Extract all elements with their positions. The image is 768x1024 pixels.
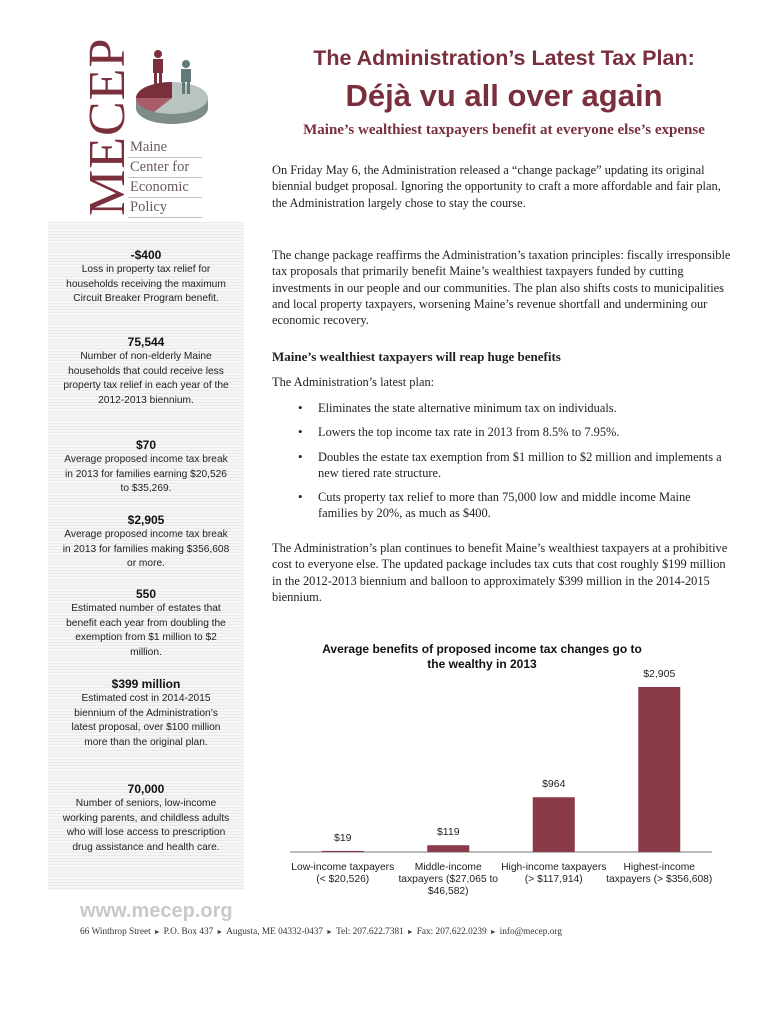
chart-data-label: $19: [333, 831, 352, 844]
stat-value: 70,000: [127, 782, 165, 796]
chart-title: Average benefits of proposed income tax changes go to the wealthy in 2013: [322, 642, 642, 671]
sidebar-stats: [48, 222, 244, 890]
list-item: • Cuts property tax relief to more than 75,000 low and middle income Maine families by 20%, as much as $400.: [272, 489, 732, 522]
chart-bar: [427, 845, 469, 852]
chart-category-label: High-income taxpayers (> $117,914): [501, 862, 607, 885]
page-title-main: Déjà vu all over again: [345, 78, 663, 113]
section-heading: Maine’s wealthiest taxpayers will reap huge benefits: [272, 349, 561, 364]
footer-address: [80, 927, 562, 937]
stat-value: 550: [135, 587, 157, 601]
stat-item: [48, 335, 244, 408]
stat-value: $399 million: [111, 677, 181, 691]
address-email[interactable]: info@mecep.org: [499, 927, 562, 937]
stat-description: Estimated number of estates that benefit each year from doubling the exemption from $1 million to $2 million.: [66, 603, 226, 658]
chart-bar: [533, 797, 575, 852]
chart-category-label: Low-income taxpayers (< $20,526): [291, 862, 395, 885]
stat-item: [48, 438, 244, 497]
chart-category-label: Highest-income taxpayers (> $356,608): [606, 862, 713, 885]
logo-acronym: MECEP: [79, 37, 136, 216]
stat-description: Number of non-elderly Maine households that could receive less property tax relief in each year of the 2012-2013 biennium.: [63, 351, 229, 406]
logo-name-line: Center for: [128, 158, 202, 178]
stat-description: Average proposed income tax break in 2013 for families making $356,608 or more.: [62, 529, 230, 569]
logo-name: [128, 138, 202, 218]
chart-data-label: $119: [436, 826, 460, 839]
page-title: The Administration’s Latest Tax Plan:: [313, 46, 695, 70]
stat-item: [48, 677, 244, 750]
plan-intro: The Administration’s latest plan:: [272, 375, 435, 389]
stat-item: [48, 782, 244, 855]
stat-item: [48, 587, 244, 660]
stat-value: $2,905: [127, 513, 165, 527]
list-item: • Lowers the top income tax rate in 2013 from 8.5% to 7.95%.: [272, 424, 732, 440]
logo-name-line: Policy: [128, 198, 202, 218]
footer-url[interactable]: www.mecep.org: [80, 900, 233, 922]
stat-description: Number of seniors, low-income working parents, and childless adults who will lose access to prescription drug assistance and health care.: [62, 798, 230, 853]
chart-bar: [638, 687, 680, 852]
bar-chart: [272, 638, 732, 900]
logo-name-line: Maine: [128, 138, 202, 158]
separator-arrow-icon: ►: [406, 928, 414, 936]
page-subtitle: Maine’s wealthiest taxpayers benefit at everyone else’s expense: [303, 122, 705, 138]
stat-value: 75,544: [127, 335, 165, 349]
address-pobox: P.O. Box 437: [163, 927, 214, 937]
chart-canvas: [272, 638, 732, 900]
stat-item: [48, 513, 244, 572]
principles-paragraph: The change package reaffirms the Administration’s taxation principles: fiscally irresponsible tax proposals that primarily benefit Maine’s wealthiest taxpayers funded by cutting investments in our people and our communities. The plan also shifts costs to municipalities and local property taxpayers, worsening Maine’s revenue shortfall and undermining our economic recovery.: [272, 248, 731, 328]
intro-paragraph: On Friday May 6, the Administration released a “change package” updating its original biennial budget proposal. Ignoring the opportunity to craft a more affordable and fair plan, the Administration largely chose to stay the course.: [272, 163, 721, 210]
list-item: • Doubles the estate tax exemption from $1 million to $2 million and implements a new tiered rate structure.: [272, 449, 732, 482]
continues-paragraph: The Administration’s plan continues to benefit Maine’s wealthiest taxpayers at a prohibitive cost to everyone else. The updated package includes tax cuts that cost roughly $199 million in the 2012-2013 biennium and balloon to approximately $399 million in the 2014-2015 biennium.: [272, 541, 728, 604]
separator-arrow-icon: ►: [153, 928, 161, 936]
address-fax: Fax: 207.622.0239: [416, 927, 487, 937]
separator-arrow-icon: ►: [489, 928, 497, 936]
stat-description: Average proposed income tax break in 2013 for families earning $20,526 to $35,269.: [64, 454, 228, 494]
logo-name-line: Economic: [128, 178, 202, 198]
chart-bar: [322, 851, 364, 852]
stat-description: Estimated cost in 2014-2015 biennium of the Administration’s latest proposal, over $100 million more than the original plan.: [71, 693, 221, 748]
stat-item: [48, 248, 244, 307]
chart-data-label: $964: [542, 778, 566, 791]
address-phone: Tel: 207.622.7381: [335, 927, 404, 937]
logo-pie-icon: [128, 46, 212, 134]
address-city: Augusta, ME 04332-0437: [226, 927, 324, 937]
stat-description: Loss in property tax relief for households receiving the maximum Circuit Breaker Program benefit.: [66, 264, 226, 304]
stat-value: -$400: [130, 248, 162, 262]
stat-value: $70: [135, 438, 157, 452]
list-item: • Eliminates the state alternative minimum tax on individuals.: [272, 400, 732, 416]
chart-category-label: Middle-income taxpayers ($27,065 to $46,582): [398, 862, 499, 897]
chart-data-label: $2,905: [643, 668, 676, 680]
separator-arrow-icon: ►: [216, 928, 224, 936]
separator-arrow-icon: ►: [326, 928, 333, 936]
plan-bullet-list: [272, 400, 732, 530]
address-street: 66 Winthrop Street: [80, 927, 151, 937]
